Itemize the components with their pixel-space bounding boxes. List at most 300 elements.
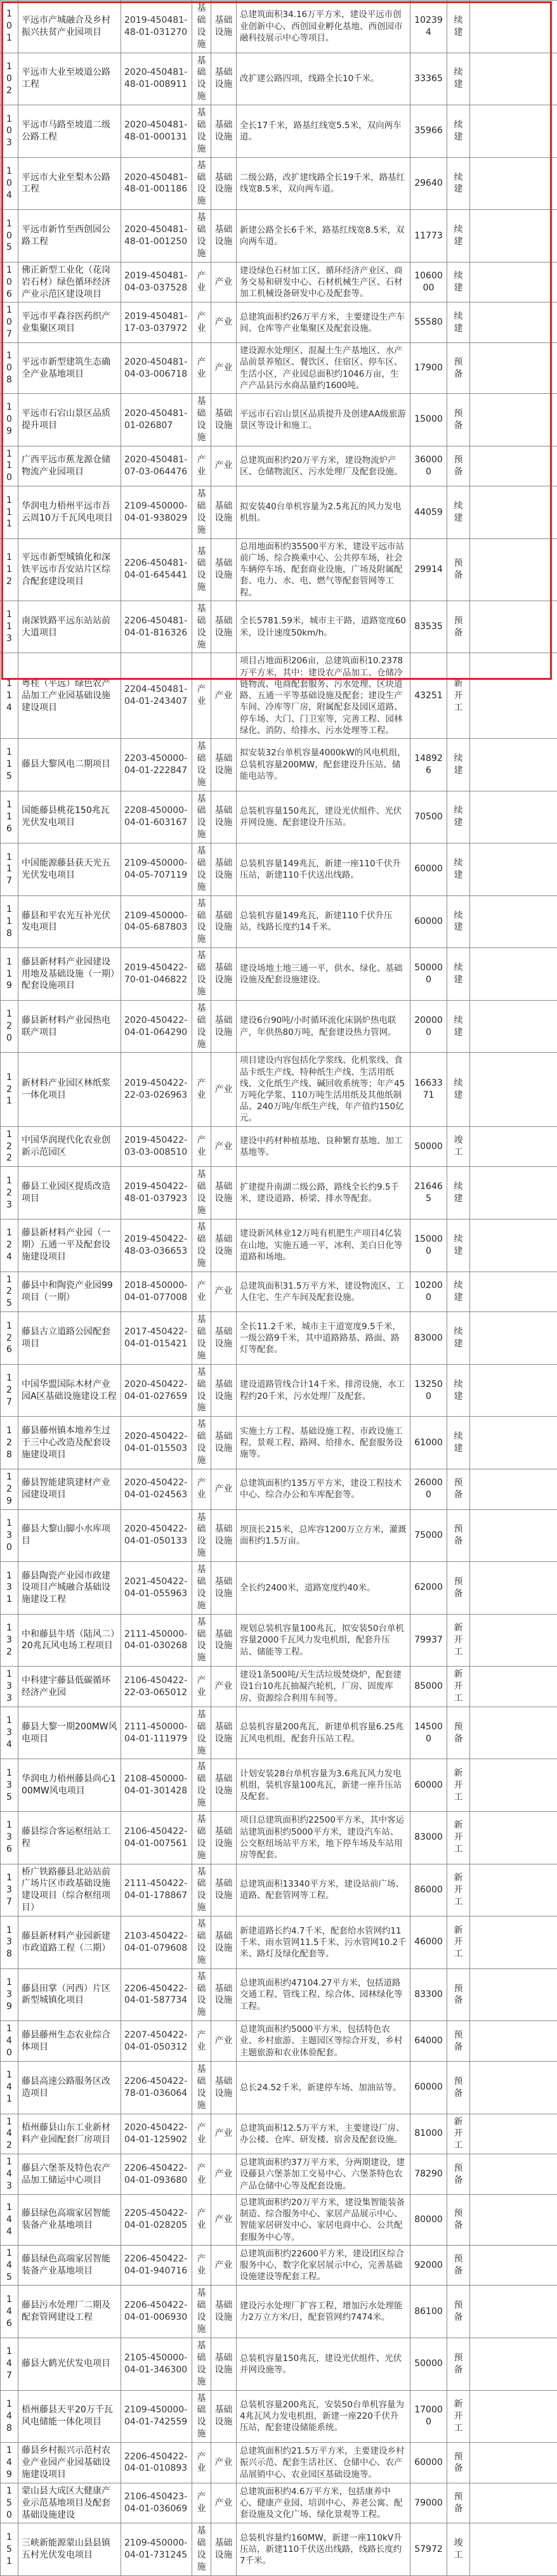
table-row (1, 1759, 557, 1812)
row-number: 146 (1, 2286, 18, 2338)
blank-cell (470, 2338, 557, 2390)
project-name: 新材料产业园区林纸浆一体化项目 (18, 1053, 121, 1126)
project-description: 总装机容量150兆瓦，建设光伏组件、光伏并网设施、配套建设升压站。 (237, 791, 410, 843)
project-type: 基础设施 (211, 210, 237, 263)
investment-amount: 83000 (410, 1312, 447, 1365)
project-code: 2019-450422-03-03-008510 (121, 1126, 192, 1167)
project-type: 基础设施 (211, 538, 237, 601)
project-description: 拟安装40台单机容量为2.5兆瓦的风力发电机组。 (237, 486, 410, 539)
project-description: 总装机容量149兆瓦，新建一座110千伏升压站，新建110千伏送出线路。 (237, 843, 410, 896)
project-code: 2020-450422-04-01-050133 (121, 1509, 192, 1562)
row-number: 126 (1, 1312, 18, 1365)
row-number: 127 (1, 1364, 18, 1417)
investment-amount: 61000 (410, 1417, 447, 1469)
project-category: 基础设施 (192, 394, 211, 446)
investment-amount: 86000 (410, 1864, 447, 1916)
project-type: 基础设施 (211, 1167, 237, 1220)
project-description: 新建道路长约4.7千米，配套给水管网约11千米、雨水管网11.5千米、污水管网10.2千米、路灯及绿化配套等。 (237, 1916, 410, 1969)
investment-amount: 55580 (410, 302, 447, 343)
blank-cell (470, 210, 557, 263)
project-stage: 续建 (447, 210, 470, 263)
project-category: 产业 (192, 1126, 211, 1167)
blank-cell (470, 1667, 557, 1707)
blank-cell (470, 895, 557, 948)
project-name: 藤县大鹤光伏发电项目 (18, 2338, 121, 2390)
project-type: 基础设施 (211, 739, 237, 791)
investment-amount: 75000 (410, 1509, 447, 1562)
table-row (1, 1272, 557, 1312)
project-code: 2206-450422-04-01-093680 (121, 2154, 192, 2195)
project-stage: 续建 (447, 105, 470, 158)
project-stage: 新开工 (447, 1614, 470, 1667)
investment-amount: 500000 (410, 948, 447, 1001)
row-number: 139 (1, 1968, 18, 2021)
project-description: 总建筑面积13340平方米，建设站前广场、道路、配套管网等工程。 (237, 1864, 410, 1916)
project-category: 基础设施 (192, 601, 211, 653)
project-code: 2106-450422-22-03-065012 (121, 1667, 192, 1707)
project-category: 基础设施 (192, 1562, 211, 1615)
project-name: 中和藤县牛塔（陆风二）20兆瓦风电场工程项目 (18, 1614, 121, 1667)
project-name: 中国华润现代化农业创新示范园区 (18, 1126, 121, 1167)
investment-amount: 92000 (410, 2245, 447, 2286)
row-number: 143 (1, 2154, 18, 2195)
project-category: 基础设施 (192, 791, 211, 843)
project-type: 基础设施 (211, 1759, 237, 1812)
row-number: 115 (1, 739, 18, 791)
investment-amount: 57972 (410, 2523, 447, 2576)
row-number: 124 (1, 1219, 18, 1272)
investment-amount: 11773 (410, 210, 447, 263)
row-number: 145 (1, 2245, 18, 2286)
project-description: 建设中药材种植基地、良种繁育基地、加工基地等。 (237, 1126, 410, 1167)
project-description: 总建筑面积约22600平方米，建设团区综合服务中心，数字化家居展示中心，完善基础设施建设等配套工程。 (237, 2245, 410, 2286)
project-stage: 预备 (447, 2021, 470, 2062)
project-code: 2109-450000-04-01-731245 (121, 2523, 192, 2576)
table-row (1, 2286, 557, 2338)
row-number: 112 (1, 538, 18, 601)
blank-cell (470, 601, 557, 653)
row-number: 121 (1, 1053, 18, 1126)
project-category: 基础设施 (192, 2523, 211, 2576)
project-type: 基础设施 (211, 791, 237, 843)
blank-cell (470, 1272, 557, 1312)
project-description: 总装机容量149兆瓦，新建110千伏升压站，线路长度约14千米。 (237, 895, 410, 948)
project-name: 平远市石宕山景区品质提升项目 (18, 394, 121, 446)
blank-cell (470, 1364, 557, 1417)
project-code: 2206-450422-04-01-587734 (121, 1968, 192, 2021)
project-stage: 续建 (447, 948, 470, 1001)
project-type: 基础设施 (211, 1916, 237, 1969)
blank-cell (470, 105, 557, 158)
project-description: 全长约2400米，道路宽度约40米。 (237, 1562, 410, 1615)
project-category: 基础设施 (192, 105, 211, 158)
project-code: 2206-450481-04-01-645441 (121, 538, 192, 601)
project-category: 产业 (192, 2245, 211, 2286)
project-category: 产业 (192, 1053, 211, 1126)
table-row (1, 2114, 557, 2154)
project-description: 扩建提升南湖二级公路，路线全长约9.5千米，建设道路、桥梁、排水等配套。 (237, 1167, 410, 1220)
project-type: 基础设施 (211, 1812, 237, 1864)
table-row (1, 1126, 557, 1167)
row-number: 123 (1, 1167, 18, 1220)
project-stage: 续建 (447, 1417, 470, 1469)
project-type: 基础设施 (211, 948, 237, 1001)
project-name: 藤县大黎山脚小水库项目 (18, 1509, 121, 1562)
project-code: 2204-450481-04-01-243407 (121, 653, 192, 739)
investment-amount: 60000 (410, 1759, 447, 1812)
project-type: 基础设施 (211, 2390, 237, 2443)
project-name: 梧州藤县山东工业新材料产业园配套厂房项目 (18, 2114, 121, 2154)
blank-cell (470, 948, 557, 1001)
investment-amount: 50000 (410, 2338, 447, 2390)
project-category: 基础设施 (192, 2338, 211, 2390)
project-name: 平远市大业至坡道公路工程 (18, 53, 121, 105)
row-number: 142 (1, 2114, 18, 2154)
blank-cell (470, 1916, 557, 1969)
project-stage: 预备 (447, 1707, 470, 1759)
project-code: 2019-450481-04-03-037528 (121, 262, 192, 302)
project-type: 产业 (211, 1126, 237, 1167)
project-stage: 预备 (447, 446, 470, 486)
table-row (1, 1614, 557, 1667)
row-number: 144 (1, 2194, 18, 2245)
investment-amount: 83300 (410, 1968, 447, 2021)
project-table-body (1, 1, 557, 2576)
table-row (1, 1364, 557, 1417)
project-category: 基础设施 (192, 948, 211, 1001)
project-stage: 预备 (447, 2286, 470, 2338)
project-type: 基础设施 (211, 601, 237, 653)
table-row (1, 791, 557, 843)
project-code: 2019-450422-48-01-037923 (121, 1167, 192, 1220)
investment-amount: 145000 (410, 1707, 447, 1759)
blank-cell (470, 1614, 557, 1667)
investment-amount: 35966 (410, 105, 447, 158)
project-type: 产业 (211, 343, 237, 394)
project-type: 基础设施 (211, 1864, 237, 1916)
project-category: 基础设施 (192, 1167, 211, 1220)
project-type: 基础设施 (211, 2523, 237, 2576)
investment-amount: 46000 (410, 1916, 447, 1969)
investment-amount: 102000 (410, 1272, 447, 1312)
project-name: 平远市产城融合及乡村振兴扶贫产业园项目 (18, 1, 121, 53)
project-category: 基础设施 (192, 1812, 211, 1864)
project-name: 藤县大黎风电二期项目 (18, 739, 121, 791)
blank-cell (470, 1000, 557, 1053)
project-code: 2207-450422-04-01-050312 (121, 2021, 192, 2062)
project-code: 2019-450422-70-01-046822 (121, 948, 192, 1001)
table-row (1, 2390, 557, 2443)
project-name: 藤县新材料产业园新建市政道路工程（二期） (18, 1916, 121, 1969)
project-stage: 续建 (447, 486, 470, 539)
project-description: 建设源水处理区、混凝土生产基地区、水产品前景养殖区、餐饮区、住宿区、停车区、生活小区，产业园总面积约1046万亩，生产产品县污水商品量约1600吨。 (237, 343, 410, 394)
project-name: 藤县六堡茶及特色农产品加工储运中心项目 (18, 2154, 121, 2195)
blank-cell (470, 2154, 557, 2195)
project-description: 坝顶长215米，总库容1200万立方米，灌溉面积约1.5万亩。 (237, 1509, 410, 1562)
project-code: 2106-450422-04-01-007561 (121, 1812, 192, 1864)
project-stage: 新开工 (447, 2390, 470, 2443)
investment-amount: 83000 (410, 1812, 447, 1864)
project-name: 藤县工业园区提质改造项目 (18, 1167, 121, 1220)
project-category: 产业 (192, 1667, 211, 1707)
project-category: 基础设施 (192, 843, 211, 896)
table-row (1, 1509, 557, 1562)
project-type: 基础设施 (211, 1000, 237, 1053)
blank-cell (470, 262, 557, 302)
project-code: 2109-450000-04-01-938029 (121, 486, 192, 539)
table-row (1, 343, 557, 394)
investment-amount: 83535 (410, 601, 447, 653)
project-type: 产业 (211, 1053, 237, 1126)
project-description: 建设场地土地三通一平，供水、绿化、基础设施及配套设施建设。 (237, 948, 410, 1001)
project-description: 总建筑面积约21.5万平方米，主要建设乡村振兴示范、配套生活社区、仓储中心、农产品展销中心、农业园区基础设施等。 (237, 2443, 410, 2483)
table-row (1, 1812, 557, 1864)
project-description: 总建筑面积约26万平方米，主要建设生产车间、仓库等产业集聚区及配套设施。 (237, 302, 410, 343)
project-name: 藤县乡村振兴示范村农业产业园产业园基础设施建设项目 (18, 2443, 121, 2483)
row-number: 149 (1, 2443, 18, 2483)
table-row (1, 302, 557, 343)
table-row (1, 1053, 557, 1126)
project-category: 基础设施 (192, 1417, 211, 1469)
project-type: 基础设施 (211, 157, 237, 210)
project-description: 总建筑面积约37万平方米，分两期建设，建设藤县六堡茶加工交易中心、六堡茶特色农产品仓储中心等及配套设施。 (237, 2154, 410, 2195)
project-category: 基础设施 (192, 157, 211, 210)
project-category: 基础设施 (192, 1864, 211, 1916)
project-name: 藤县智能建筑建材产业园建设项目 (18, 1469, 121, 1509)
project-description: 总装机容量200兆瓦，新建单机容量6.25兆瓦风电机组，配套升压站工程。 (237, 1707, 410, 1759)
project-description: 项目占地面积206亩，总建筑面积10.2378万平方米，其中：建设农产品加工、仓储冷链物流、电商配套服务、污水处理、区块道路、五通一平等基础设施及配套；建设生产车间、冷库等厂房，附属配套及园区道路、停车场、大门、门卫室等，完善工程、园林绿化、消防、给排水、污水处理等工程。 (237, 653, 410, 739)
project-code: 2019-450422-48-03-036653 (121, 1219, 192, 1272)
blank-cell (470, 2286, 557, 2338)
project-category: 基础设施 (192, 1000, 211, 1053)
project-type: 产业 (211, 1469, 237, 1509)
project-type: 产业 (211, 1272, 237, 1312)
row-number: 118 (1, 895, 18, 948)
project-category: 产业 (192, 446, 211, 486)
table-row (1, 1707, 557, 1759)
project-code: 2019-450481-48-01-031270 (121, 1, 192, 53)
project-description: 建设道路管线合计14千米、排涝设施，水工程约20千米，污水处理厂及配套。 (237, 1364, 410, 1417)
project-description: 建设1条500吨/天生活垃圾焚烧炉，配套建设1台10兆瓦抽凝汽轮机，厂房、固废库房、资源综合利用车间等。 (237, 1667, 410, 1707)
project-category: 基础设施 (192, 2390, 211, 2443)
project-code: 2020-450422-04-01-024563 (121, 1469, 192, 1509)
project-description: 全长5781.59米，城市主干路，道路宽度60米，设计速度50km/h。 (237, 601, 410, 653)
project-name: 三峡新能源蒙山县县镇五村光伏发电项目 (18, 2523, 121, 2576)
project-category: 基础设施 (192, 538, 211, 601)
table-row (1, 1968, 557, 2021)
investment-amount: 60000 (410, 2061, 447, 2114)
table-row (1, 1, 557, 53)
table-row (1, 739, 557, 791)
project-code: 2021-450422-04-01-055963 (121, 1562, 192, 1615)
project-category: 产业 (192, 2194, 211, 2245)
blank-cell (470, 1812, 557, 1864)
blank-cell (470, 1126, 557, 1167)
blank-cell (470, 1707, 557, 1759)
project-stage: 预备 (447, 2245, 470, 2286)
project-stage: 续建 (447, 739, 470, 791)
project-stage: 预备 (447, 343, 470, 394)
blank-cell (470, 394, 557, 446)
project-name: 藤县田掌（河西）片区新型城镇化项目 (18, 1968, 121, 2021)
investment-amount: 86100 (410, 2286, 447, 2338)
investment-amount: 60000 (410, 2443, 447, 2483)
blank-cell (470, 1759, 557, 1812)
table-row (1, 53, 557, 105)
project-code: 2019-450422-22-03-026963 (121, 1053, 192, 1126)
project-stage: 竣工 (447, 2523, 470, 2576)
project-category: 基础设施 (192, 1509, 211, 1562)
row-number: 108 (1, 343, 18, 394)
project-category: 产业 (192, 262, 211, 302)
row-number: 137 (1, 1864, 18, 1916)
blank-cell (470, 53, 557, 105)
table-row (1, 1219, 557, 1272)
project-stage: 新开工 (447, 1759, 470, 1812)
row-number: 138 (1, 1916, 18, 1969)
project-description: 全长11.2千米，城市主干道宽度9.5千米，一级公路9千米，其中道路路基、路面、路灯等配套。 (237, 1312, 410, 1365)
row-number: 106 (1, 262, 18, 302)
project-type: 基础设施 (211, 53, 237, 105)
row-number: 117 (1, 843, 18, 896)
investment-amount: 150000 (410, 1219, 447, 1272)
blank-cell (470, 1219, 557, 1272)
table-row (1, 843, 557, 896)
project-code: 2208-450000-04-01-603167 (121, 791, 192, 843)
row-number: 132 (1, 1614, 18, 1667)
investment-amount: 44059 (410, 486, 447, 539)
project-stage: 预备 (447, 394, 470, 446)
project-description: 总建筑面积31.5万平方米，建设物流区、工人住宅、生产车间及配套设施。 (237, 1272, 410, 1312)
project-code: 2206-450422-04-01-010893 (121, 2443, 192, 2483)
project-category: 基础设施 (192, 1614, 211, 1667)
project-category: 产业 (192, 2021, 211, 2062)
project-name: 藤县藤州镇本地养生过于三中心改造及配套设施建设项目 (18, 1417, 121, 1469)
table-row (1, 653, 557, 739)
investment-amount: 132500 (410, 1364, 447, 1417)
blank-cell (470, 2390, 557, 2443)
project-category: 基础设施 (192, 1916, 211, 1969)
project-name: 南深铁路平远东站站前大道项目 (18, 601, 121, 653)
project-category: 基础设施 (192, 1364, 211, 1417)
project-stage: 续建 (447, 1053, 470, 1126)
project-type: 产业 (211, 2483, 237, 2523)
project-description: 总建筑面积约47104.27平方米，包括道路交通工程、管线工程、综合体、园林绿化等工程。 (237, 1968, 410, 2021)
blank-cell (470, 1312, 557, 1365)
investment-amount: 70500 (410, 791, 447, 843)
table-row (1, 2523, 557, 2576)
blank-cell (470, 2483, 557, 2523)
investment-amount: 60000 (410, 843, 447, 896)
table-row (1, 601, 557, 653)
project-stage: 预备 (447, 2154, 470, 2195)
project-type: 基础设施 (211, 1219, 237, 1272)
project-stage: 预备 (447, 1968, 470, 2021)
project-description: 平远市石宕山景区品质提升及创建AA级旅游景区等设计和施工。 (237, 394, 410, 446)
project-code: 2017-450422-04-01-015421 (121, 1312, 192, 1365)
blank-cell (470, 2194, 557, 2245)
project-type: 基础设施 (211, 2061, 237, 2114)
blank-cell (470, 2021, 557, 2062)
project-code: 2020-450422-04-01-125902 (121, 2114, 192, 2154)
project-name: 平远市新竹至西创园公路工程 (18, 210, 121, 263)
project-type: 产业 (211, 2021, 237, 2062)
table-row (1, 1469, 557, 1509)
project-type: 基础设施 (211, 2338, 237, 2390)
investment-amount: 80000 (410, 2194, 447, 2245)
project-stage: 续建 (447, 843, 470, 896)
project-description: 建设6台90吨/小时循环流化床锅炉热电联产，年供热80万吨，配套建设热力管网。 (237, 1000, 410, 1053)
row-number: 122 (1, 1126, 18, 1167)
project-description: 项目总建筑面积约22500平方米，其中客运站建筑面积约5000平方米，建设汽车站、公交枢纽场站平方米，地下停车场及车站用房等配套。 (237, 1812, 410, 1864)
table-row (1, 157, 557, 210)
row-number: 133 (1, 1667, 18, 1707)
project-category: 基础设施 (192, 210, 211, 263)
project-stage: 新开工 (447, 1812, 470, 1864)
project-type: 基础设施 (211, 1562, 237, 1615)
project-stage: 新开工 (447, 1916, 470, 1969)
project-stage: 预备 (447, 601, 470, 653)
project-stage: 续建 (447, 1219, 470, 1272)
project-code: 2020-450481-01-026807 (121, 394, 192, 446)
project-name: 广西平远市蕉龙源仓储物流产业园项目 (18, 446, 121, 486)
table-row (1, 486, 557, 539)
project-type: 基础设施 (211, 1509, 237, 1562)
project-name: 藤县古立道路公园配套项目 (18, 1312, 121, 1365)
project-code: 2206-450481-04-01-816326 (121, 601, 192, 653)
blank-cell (470, 2443, 557, 2483)
table-row (1, 2154, 557, 2195)
row-number: 128 (1, 1417, 18, 1469)
project-code: 2020-450481-04-03-006718 (121, 343, 192, 394)
project-type: 基础设施 (211, 1417, 237, 1469)
blank-cell (470, 343, 557, 394)
project-description: 总装机容量约160MW，新建一座110kV升压站，新建110千伏送出线路，线路长度约7千米。 (237, 2523, 410, 2576)
project-code: 2205-450422-04-01-028205 (121, 2194, 192, 2245)
project-name: 藤县中和陶瓷产业园99项目（一期） (18, 1272, 121, 1312)
row-number: 120 (1, 1000, 18, 1053)
project-stage: 新开工 (447, 2114, 470, 2154)
row-number: 104 (1, 157, 18, 210)
project-stage: 新开工 (447, 1864, 470, 1916)
project-stage: 续建 (447, 157, 470, 210)
investment-amount: 216465 (410, 1167, 447, 1220)
project-name: 藤县陶瓷产业园市政建设项目产城融合基础设施建设工程 (18, 1562, 121, 1615)
project-name: 桥广铁路藤县北站站前广场片区市政基础设施建设项目（综合枢纽项目） (18, 1864, 121, 1916)
project-code: 2103-450422-04-01-079608 (121, 1916, 192, 1969)
blank-cell (470, 653, 557, 739)
investment-amount: 50000 (410, 1126, 447, 1167)
table-row (1, 1864, 557, 1916)
table-row (1, 2021, 557, 2062)
table-row (1, 446, 557, 486)
project-name: 华润电力梧州平远市吾云周10万千瓦风电项目 (18, 486, 121, 539)
project-code: 2203-450000-04-01-222847 (121, 739, 192, 791)
project-type: 基础设施 (211, 394, 237, 446)
project-name: 平远市新型建筑生态确全产业基地项目 (18, 343, 121, 394)
blank-cell (470, 1562, 557, 1615)
project-category: 基础设施 (192, 1968, 211, 2021)
table-row (1, 210, 557, 263)
blank-cell (470, 2114, 557, 2154)
row-number: 110 (1, 446, 18, 486)
project-type: 基础设施 (211, 486, 237, 539)
project-type: 基础设施 (211, 1707, 237, 1759)
project-description: 建设污水处理厂扩容工程，增加污水处理能力2万立方米/日，配套管网约7474米。 (237, 2286, 410, 2338)
project-name: 藤县新材料产业园（一期）五通一平及配套设施建设项目 (18, 1219, 121, 1272)
blank-cell (470, 1417, 557, 1469)
investment-amount: 81000 (410, 2114, 447, 2154)
